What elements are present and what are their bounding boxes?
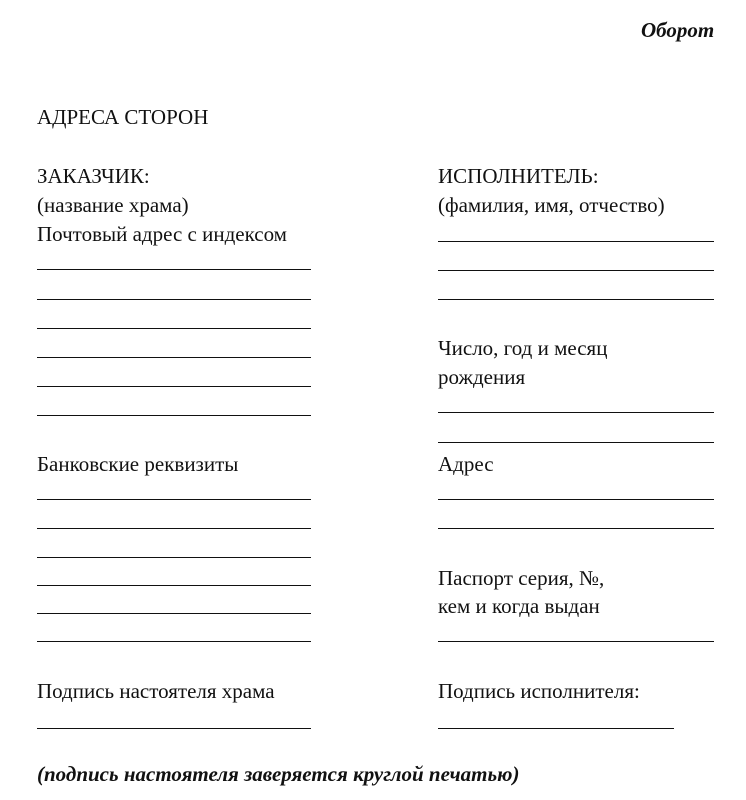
page-title: АДРЕСА СТОРОН — [37, 105, 209, 129]
bank-details-line-5[interactable] — [37, 613, 311, 614]
customer-postal-label: Почтовый адрес с индексом — [37, 222, 287, 246]
customer-title: ЗАКАЗЧИК: — [37, 164, 150, 188]
corner-label: Оборот — [641, 18, 715, 42]
contractor-signature-label: Подпись исполнителя: — [438, 679, 640, 703]
contractor-title: ИСПОЛНИТЕЛЬ: — [438, 164, 599, 188]
postal-address-line-6[interactable] — [37, 415, 311, 416]
customer-name-hint: (название храма) — [37, 193, 189, 217]
bank-details-line-6[interactable] — [37, 641, 311, 642]
customer-bank-label: Банковские реквизиты — [37, 452, 239, 476]
customer-signature-line[interactable] — [37, 728, 311, 729]
postal-address-line-3[interactable] — [37, 328, 311, 329]
contractor-passport-label-line1: Паспорт серия, №, — [438, 566, 605, 590]
contractor-name-line-1[interactable] — [438, 241, 714, 242]
birth-date-line-2[interactable] — [438, 442, 714, 443]
contractor-address-line-1[interactable] — [438, 499, 714, 500]
contractor-name-line-3[interactable] — [438, 299, 714, 300]
bank-details-line-4[interactable] — [37, 585, 311, 586]
contractor-passport-label-line2: кем и когда выдан — [438, 594, 600, 618]
contractor-birth-label-line1: Число, год и месяц — [438, 336, 608, 360]
contractor-name-line-2[interactable] — [438, 270, 714, 271]
postal-address-line-1[interactable] — [37, 269, 311, 270]
bank-details-line-2[interactable] — [37, 528, 311, 529]
contractor-name-hint: (фамилия, имя, отчество) — [438, 193, 665, 217]
postal-address-line-4[interactable] — [37, 357, 311, 358]
bank-details-line-3[interactable] — [37, 557, 311, 558]
passport-details-line[interactable] — [438, 641, 714, 642]
contractor-address-label: Адрес — [438, 452, 494, 476]
contractor-address-line-2[interactable] — [438, 528, 714, 529]
contractor-birth-label-line2: рождения — [438, 365, 526, 389]
birth-date-line-1[interactable] — [438, 412, 714, 413]
postal-address-line-2[interactable] — [37, 299, 311, 300]
customer-signature-label: Подпись настоятеля храма — [37, 679, 275, 703]
postal-address-line-5[interactable] — [37, 386, 311, 387]
contractor-signature-line[interactable] — [438, 728, 674, 729]
footer-note: (подпись настоятеля заверяется круглой печатью) — [37, 762, 520, 786]
bank-details-line-1[interactable] — [37, 499, 311, 500]
